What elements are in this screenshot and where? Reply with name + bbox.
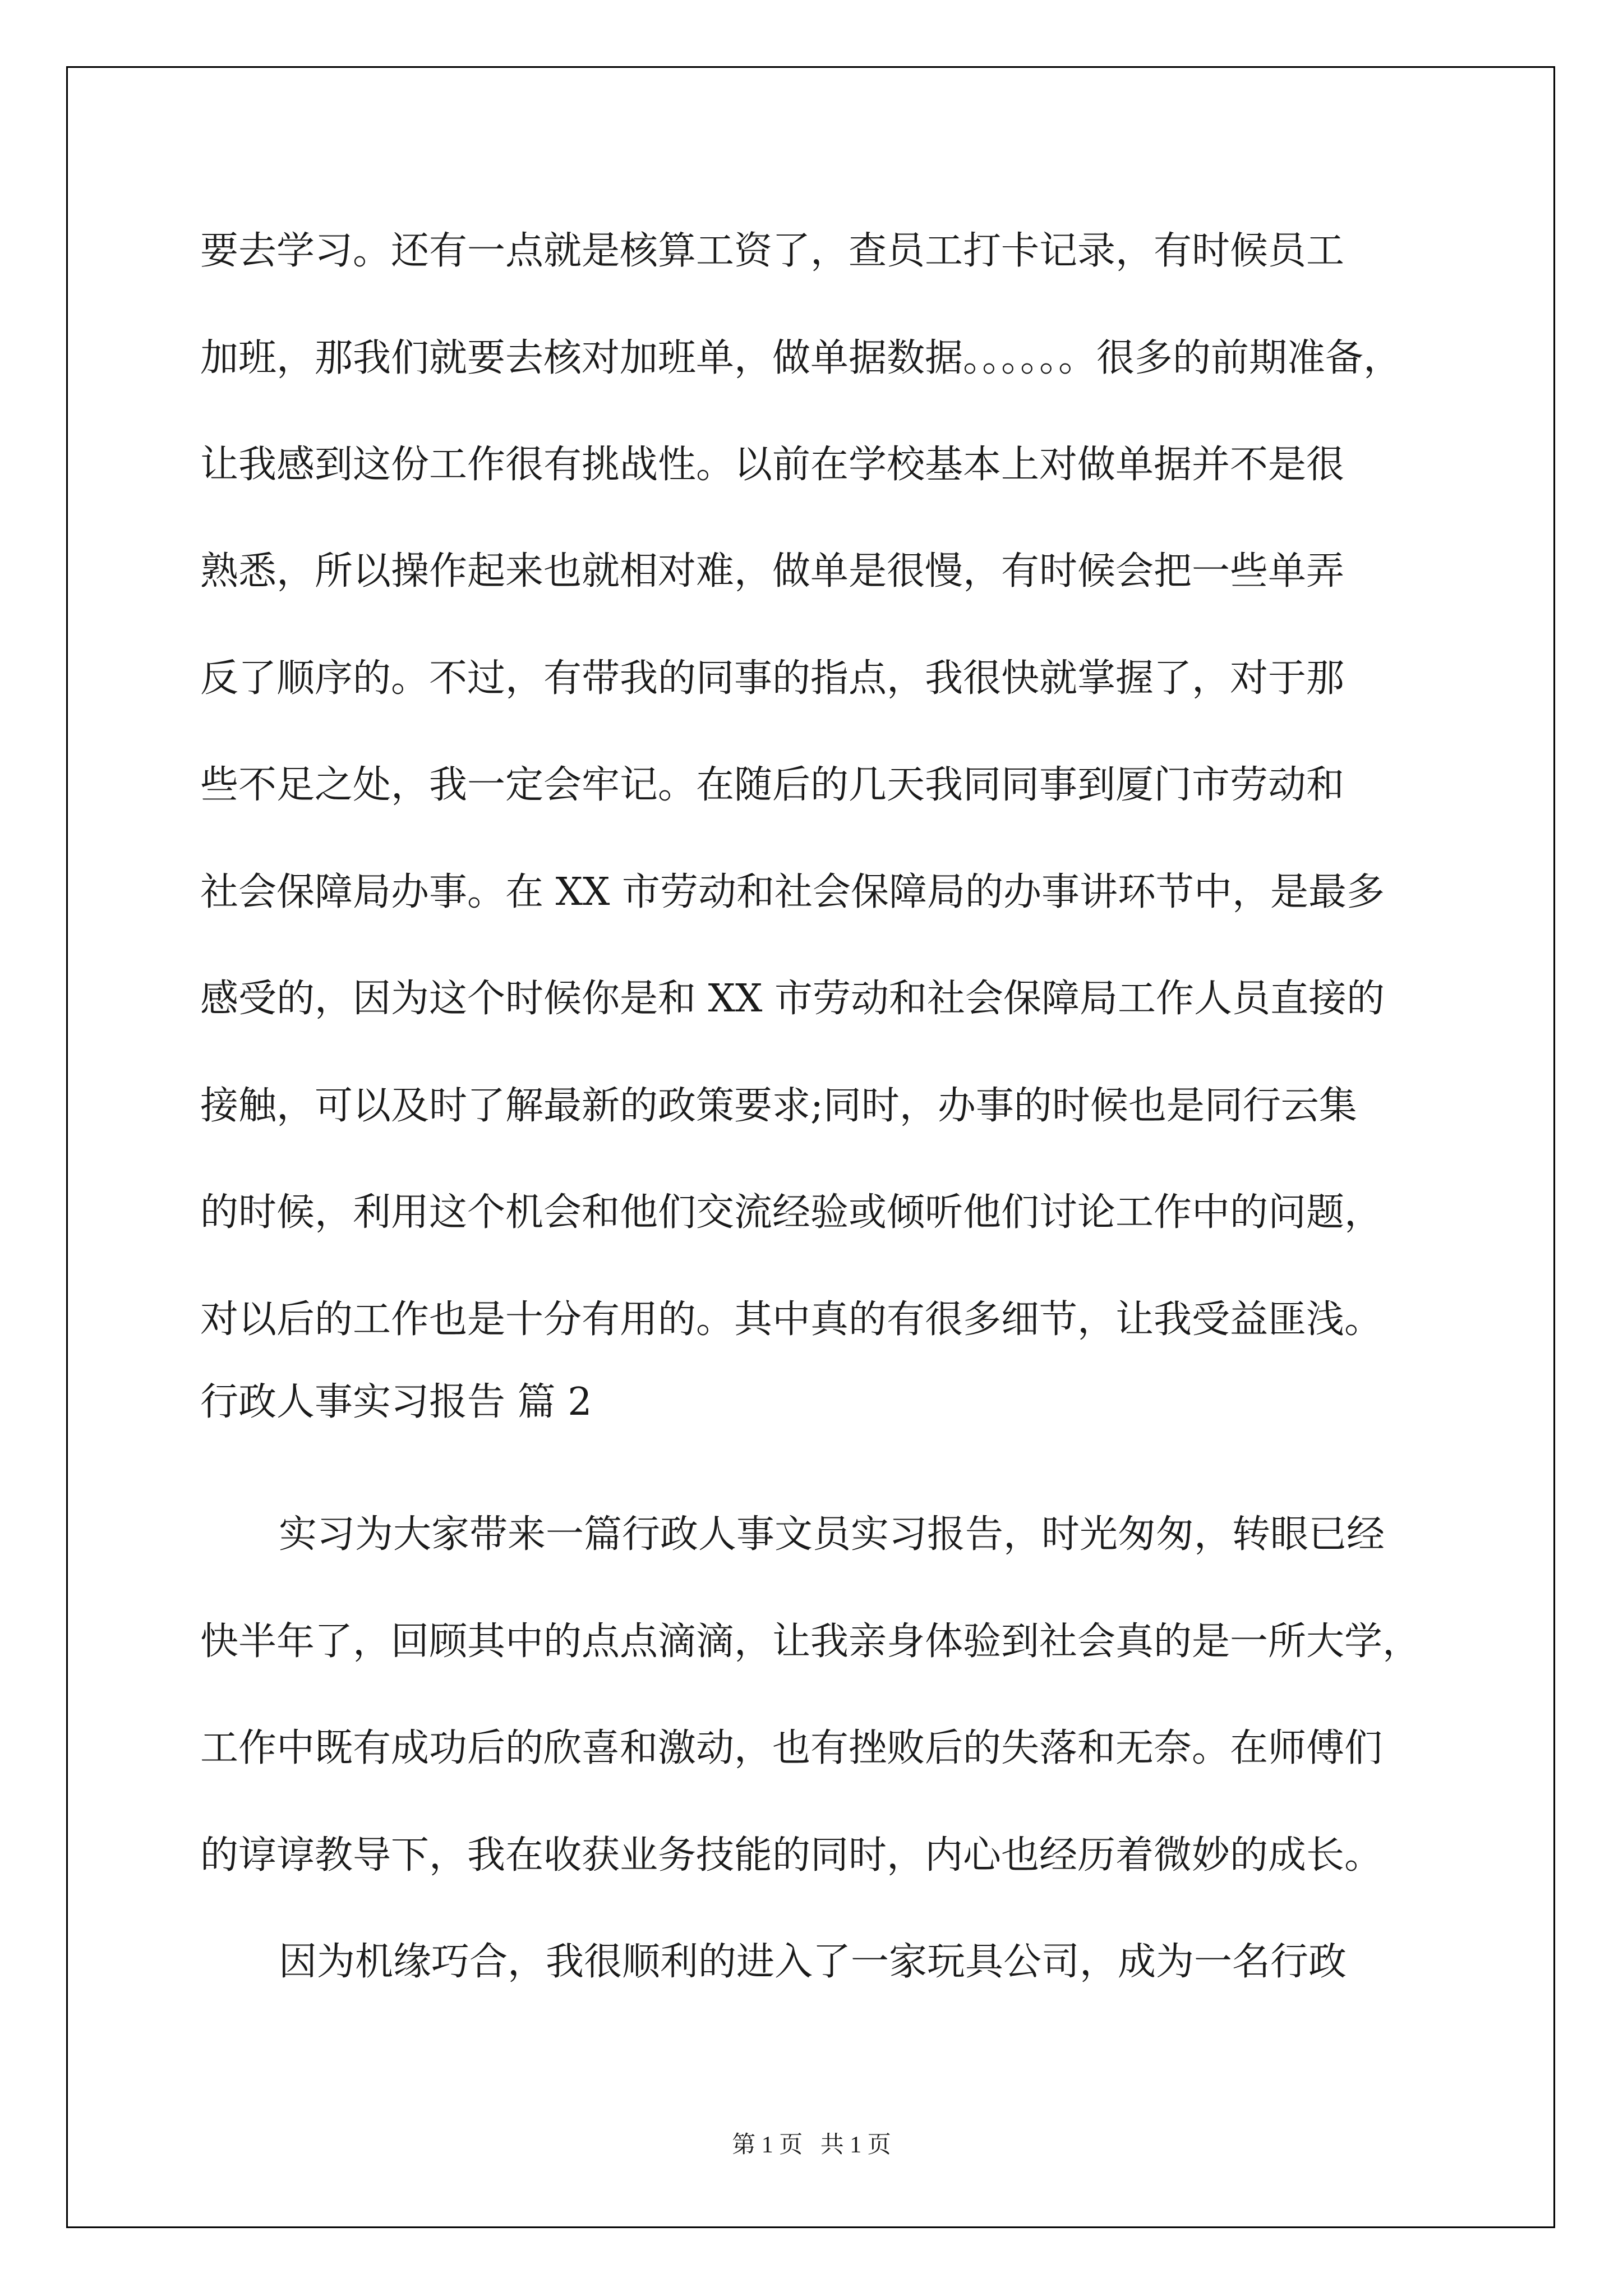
body-line: 的谆谆教导下，我在收获业务技能的同时，内心也经历着微妙的成长。 (200, 1833, 1383, 1878)
body-line: 反了顺序的。不过，有带我的同事的指点，我很快就掌握了，对于那 (200, 656, 1345, 701)
body-line: 加班，那我们就要去核对加班单，做单据数据。。。。。。很多的前期准备， (200, 336, 1402, 380)
body-line: 些不足之处，我一定会牢记。在随后的几天我同同事到厦门市劳动和 (200, 763, 1345, 807)
body-line: 工作中既有成功后的欣喜和激动，也有挫败后的失落和无奈。在师傅们 (200, 1726, 1383, 1770)
body-line: 让我感到这份工作很有挑战性。以前在学校基本上对做单据并不是很 (200, 443, 1345, 487)
body-line: 因为机缘巧合，我很顺利的进入了一家玩具公司，成为一名行政 (279, 1940, 1347, 1984)
body-line: 接触，可以及时了解最新的政策要求;同时，办事的时候也是同行云集 (200, 1084, 1357, 1128)
body-line: 要去学习。还有一点就是核算工资了，查员工打卡记录，有时候员工 (200, 229, 1345, 273)
body-line: 社会保障局办事。在 XX 市劳动和社会保障局的办事讲环节中，是最多 (200, 870, 1385, 914)
body-line: 的时候，利用这个机会和他们交流经验或倾听他们讨论工作中的问题， (200, 1190, 1383, 1235)
section-heading: 行政人事实习报告 篇 2 (200, 1380, 592, 1424)
body-line: 快半年了，回顾其中的点点滴滴，让我亲身体验到社会真的是一所大学， (200, 1619, 1421, 1664)
page-border (66, 66, 1555, 2228)
body-line: 对以后的工作也是十分有用的。其中真的有很多细节，让我受益匪浅。 (200, 1297, 1383, 1342)
body-line: 实习为大家带来一篇行政人事文员实习报告，时光匆匆，转眼已经 (279, 1512, 1385, 1557)
body-line: 熟悉，所以操作起来也就相对难，做单是很慢，有时候会把一些单弄 (200, 549, 1345, 593)
page-number-footer: 第 1 页 共 1 页 (732, 2132, 891, 2158)
body-line: 感受的，因为这个时候你是和 XX 市劳动和社会保障局工作人员直接的 (200, 977, 1385, 1021)
